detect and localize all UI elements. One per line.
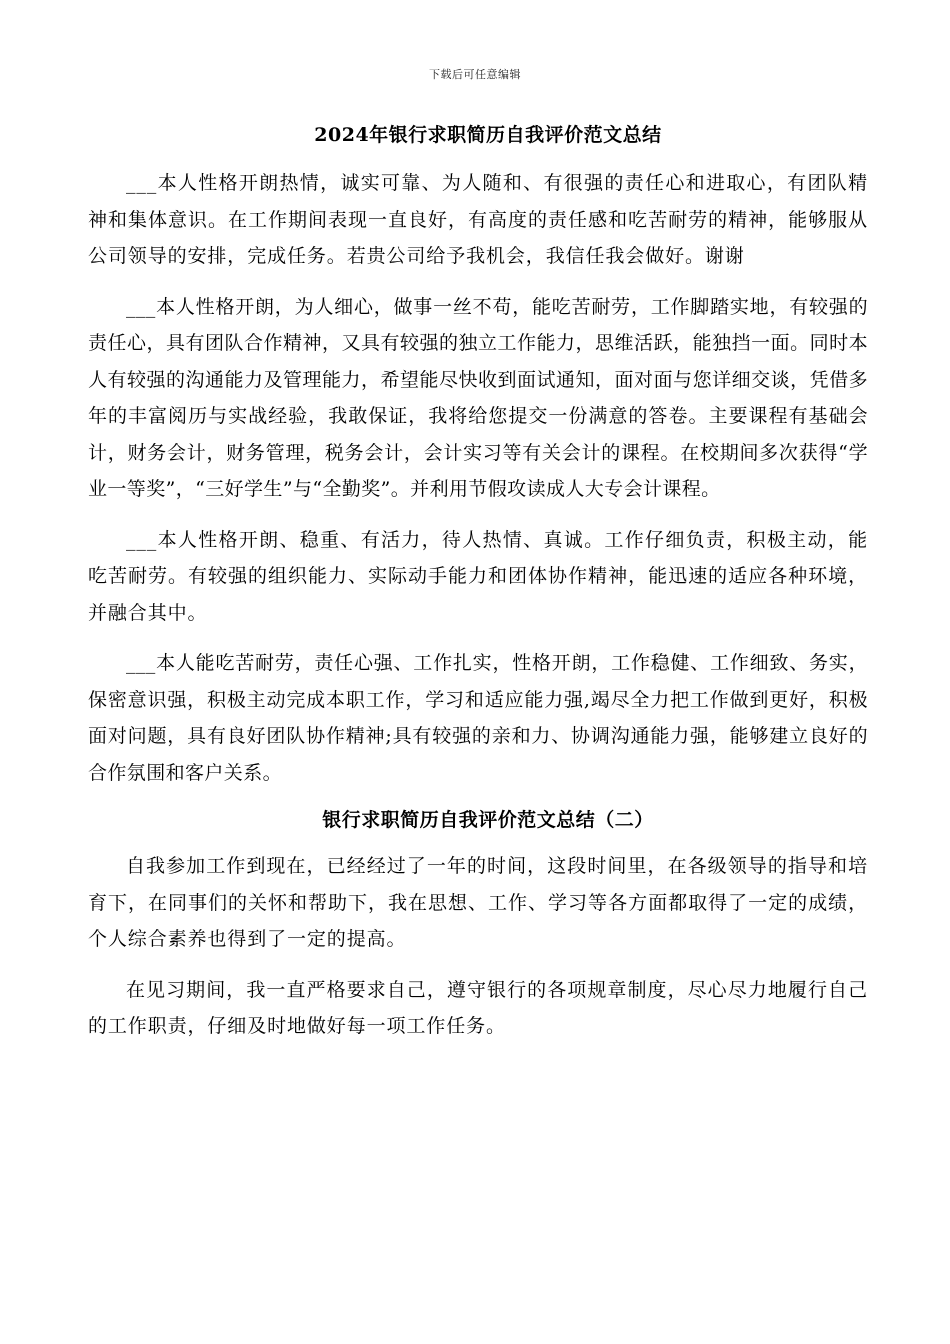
section-2-title: 银行求职简历自我评价范文总结（二） xyxy=(322,809,654,831)
section-1-paragraph-4: ___本人能吃苦耐劳，责任心强、工作扎实，性格开朗，工作稳健、工作细致、务实，保密意识强，积极主动完成本职工作，学习和适应能力强,竭尽全力把工作做到更好，积极面对问题，具有良好团队协作精神;具有较强的亲和力、协调沟通能力强，能够建立良好的合作氛围和客户关系。 xyxy=(88,652,868,784)
document-body xyxy=(88,120,868,1059)
header-note: 下载后可任意编辑 xyxy=(429,68,521,81)
section-1-paragraph-1: ___本人性格开朗热情，诚实可靠、为人随和、有很强的责任心和进取心，有团队精神和集体意识。在工作期间表现一直良好，有高度的责任感和吃苦耐劳的精神，能够服从公司领导的安排，完成任务。若贵公司给予我机会，我信任我会做好。谢谢 xyxy=(88,172,868,267)
section-1-paragraph-2: ___本人性格开朗，为人细心，做事一丝不苟，能吃苦耐劳，工作脚踏实地，有较强的责任心，具有团队合作精神，又具有较强的独立工作能力，思维活跃，能独挡一面。同时本人有较强的沟通能力及管理能力，希望能尽快收到面试通知，面对面与您详细交谈，凭借多年的丰富阅历与实战经验，我敢保证，我将给您提交一份满意的答卷。主要课程有基础会计，财务会计，财务管理，税务会计，会计实习等有关会计的课程。在校期间多次获得“学业一等奖”，“三好学生”与“全勤奖”。并利用节假攻读成人大专会计课程。 xyxy=(88,295,868,500)
section-2-paragraph-1: 自我参加工作到现在，已经经过了一年的时间，这段时间里，在各级领导的指导和培育下，在同事们的关怀和帮助下，我在思想、工作、学习等各方面都取得了一定的成绩，个人综合素养也得到了一定的提高。 xyxy=(88,855,868,950)
section-1-title: 2024年银行求职简历自我评价范文总结 xyxy=(314,124,662,146)
section-1-paragraph-3: ___本人性格开朗、稳重、有活力，待人热情、真诚。工作仔细负责，积极主动，能吃苦耐劳。有较强的组织能力、实际动手能力和团体协作精神，能迅速的适应各种环境，并融合其中。 xyxy=(88,528,868,624)
section-2-paragraph-2: 在见习期间，我一直严格要求自己，遵守银行的各项规章制度，尽心尽力地履行自己的工作职责，仔细及时地做好每一项工作任务。 xyxy=(88,978,868,1037)
